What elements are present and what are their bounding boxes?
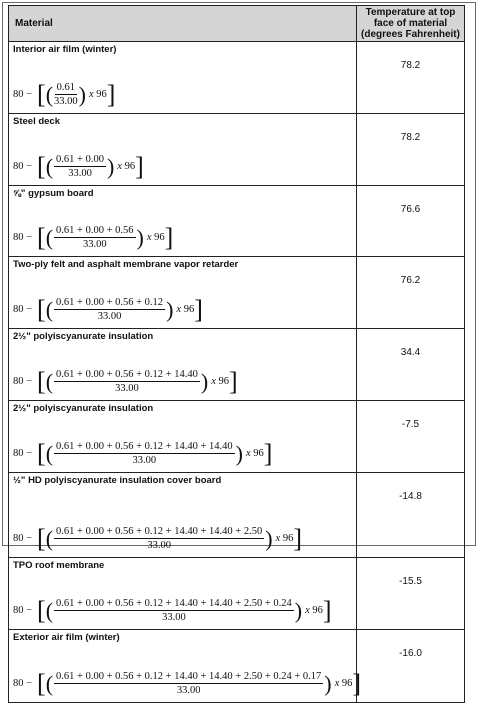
formula-fraction [54, 598, 294, 623]
material-cell [9, 42, 357, 114]
formula-denominator: 33.00 [54, 96, 78, 107]
formula-factor: 96 [312, 605, 323, 616]
table-row [9, 473, 465, 558]
temperature-formula [13, 79, 116, 109]
formula-multiplier [89, 89, 107, 100]
formula-lead: 80 − [13, 605, 33, 616]
formula-close-paren: ) [235, 440, 243, 466]
formula-denominator: 33.00 [115, 383, 139, 394]
formula-numerator: 0.61 + 0.00 [56, 154, 104, 165]
table-row [9, 186, 465, 257]
table-row [9, 630, 465, 703]
formula-close-bracket: ] [228, 366, 238, 396]
formula-open-bracket: [ [37, 79, 46, 109]
formula-open-paren: ( [45, 670, 54, 696]
formula-factor: 96 [96, 89, 107, 100]
formula-lead: 80 − [13, 89, 33, 100]
formula-multiplier [176, 304, 194, 315]
formula-fraction [54, 441, 235, 466]
temperature-value: -7.5 [357, 401, 465, 473]
formula-numerator: 0.61 + 0.00 + 0.56 [56, 225, 134, 236]
formula-multiplier [305, 605, 323, 616]
formula-numerator: 0.61 + 0.00 + 0.56 + 0.12 + 14.40 + 14.40 + 2.50 + 0.24 + 0.17 [56, 671, 322, 682]
formula-numerator: 0.61 + 0.00 + 0.56 + 0.12 + 14.40 + 14.40 + 2.50 [56, 526, 263, 537]
material-name: ½" HD polyiscyanurate insulation cover board [13, 475, 222, 486]
formula-lead: 80 − [13, 678, 33, 689]
formula-fraction [54, 154, 106, 179]
formula-close-bracket: ] [135, 151, 144, 181]
formula-fraction [54, 369, 200, 394]
formula-multiplier [147, 232, 165, 243]
table-row [9, 114, 465, 186]
temperature-value: 76.6 [357, 186, 465, 257]
formula-close-bracket: ] [352, 668, 362, 698]
formula-close-paren: ) [200, 368, 209, 394]
formula-times: x [334, 678, 340, 689]
temperature-value: 78.2 [357, 114, 465, 186]
formula-times: x [89, 89, 94, 100]
temperature-value: -14.8 [357, 473, 465, 558]
formula-open-bracket: [ [37, 366, 46, 396]
material-name: TPO roof membrane [13, 560, 105, 571]
formula-denominator: 33.00 [68, 168, 92, 179]
formula-numerator: 0.61 [56, 82, 76, 93]
temperature-gradient-table [8, 5, 465, 703]
formula-denominator: 33.00 [97, 311, 122, 322]
formula-fraction [54, 671, 323, 696]
formula-denominator: 33.00 [132, 455, 157, 466]
temperature-column-header: Temperature at top face of material (degrees Fahrenheit) [357, 6, 465, 42]
formula-fraction [54, 297, 165, 322]
formula-factor: 96 [341, 678, 353, 689]
formula-denominator: 33.00 [82, 239, 107, 250]
material-name: Two-ply felt and asphalt membrane vapor retarder [13, 259, 239, 270]
material-column-header: Material [9, 6, 357, 42]
material-name: 2½" polyiscyanurate insulation [13, 331, 154, 342]
table-row [9, 401, 465, 473]
formula-open-paren: ( [45, 153, 54, 179]
formula-factor: 96 [282, 533, 294, 544]
formula-open-bracket: [ [37, 668, 46, 698]
temperature-value: -15.5 [357, 558, 465, 630]
material-name: Steel deck [13, 116, 60, 127]
table-row [9, 42, 465, 114]
formula-lead: 80 − [13, 161, 33, 172]
formula-times: x [176, 304, 182, 315]
temperature-formula [13, 523, 302, 553]
formula-numerator: 0.61 + 0.00 + 0.56 + 0.12 + 14.40 [56, 369, 198, 380]
temperature-value: 78.2 [357, 42, 465, 114]
material-name: Exterior air film (winter) [13, 632, 120, 643]
formula-open-bracket: [ [37, 151, 46, 181]
table-header-row [9, 6, 465, 42]
material-name: ⅝" gypsum board [13, 188, 94, 199]
formula-times: x [305, 605, 310, 616]
formula-lead: 80 − [13, 448, 33, 459]
formula-factor: 96 [218, 376, 229, 387]
formula-open-paren: ( [45, 368, 54, 394]
material-name: Interior air film (winter) [13, 44, 117, 55]
formula-open-paren: ( [45, 597, 54, 623]
material-name: 2½" polyiscyanurate insulation [13, 403, 154, 414]
temperature-formula [13, 222, 174, 252]
material-cell [9, 257, 357, 329]
formula-close-bracket: ] [263, 438, 273, 468]
formula-close-paren: ) [78, 81, 86, 107]
formula-open-paren: ( [45, 224, 54, 250]
formula-lead: 80 − [13, 376, 33, 387]
formula-denominator: 33.00 [176, 685, 201, 696]
formula-open-paren: ( [45, 296, 54, 322]
material-cell [9, 473, 357, 558]
formula-times: x [117, 161, 122, 172]
material-cell [9, 401, 357, 473]
formula-close-paren: ) [136, 224, 144, 250]
formula-close-paren: ) [265, 525, 273, 551]
material-cell [9, 558, 357, 630]
formula-multiplier [335, 678, 353, 689]
formula-lead: 80 − [13, 232, 33, 243]
formula-lead: 80 − [13, 304, 33, 315]
formula-open-bracket: [ [37, 595, 46, 625]
formula-multiplier [276, 533, 294, 544]
formula-multiplier [246, 448, 264, 459]
temperature-value: 34.4 [357, 329, 465, 401]
temperature-formula [13, 151, 144, 181]
formula-close-paren: ) [166, 296, 174, 322]
formula-close-bracket: ] [194, 294, 203, 324]
formula-factor: 96 [154, 232, 165, 243]
formula-times: x [275, 533, 281, 544]
temperature-value: -16.0 [357, 630, 465, 703]
table-row [9, 329, 465, 401]
temperature-formula [13, 294, 203, 324]
formula-numerator: 0.61 + 0.00 + 0.56 + 0.12 + 14.40 + 14.40 + 2.50 + 0.24 [56, 598, 292, 609]
formula-times: x [211, 376, 216, 387]
table-row [9, 257, 465, 329]
formula-denominator: 33.00 [162, 612, 186, 623]
material-cell [9, 329, 357, 401]
formula-open-bracket: [ [37, 523, 46, 553]
temperature-formula [13, 595, 332, 625]
formula-factor: 96 [183, 304, 195, 315]
formula-numerator: 0.61 + 0.00 + 0.56 + 0.12 + 14.40 + 14.40 [56, 441, 233, 452]
formula-fraction [54, 225, 135, 250]
material-cell [9, 114, 357, 186]
formula-lead: 80 − [13, 533, 33, 544]
temperature-formula [13, 366, 238, 396]
formula-numerator: 0.61 + 0.00 + 0.56 + 0.12 [56, 297, 164, 308]
formula-open-paren: ( [45, 525, 54, 551]
formula-close-bracket: ] [106, 79, 116, 109]
formula-close-paren: ) [106, 153, 115, 179]
formula-close-paren: ) [324, 670, 332, 696]
formula-multiplier [117, 161, 135, 172]
formula-close-bracket: ] [322, 595, 332, 625]
table-row [9, 558, 465, 630]
formula-open-bracket: [ [37, 222, 46, 252]
formula-denominator: 33.00 [147, 540, 171, 551]
formula-close-bracket: ] [293, 523, 302, 553]
formula-factor: 96 [253, 448, 264, 459]
temperature-value: 76.2 [357, 257, 465, 329]
formula-fraction [54, 82, 78, 107]
formula-open-bracket: [ [37, 438, 46, 468]
formula-open-bracket: [ [37, 294, 46, 324]
formula-close-paren: ) [294, 597, 303, 623]
formula-fraction [54, 526, 264, 551]
formula-times: x [245, 448, 251, 459]
formula-open-paren: ( [45, 440, 54, 466]
temperature-formula [13, 668, 362, 698]
formula-factor: 96 [124, 161, 136, 172]
formula-times: x [146, 232, 152, 243]
formula-multiplier [211, 376, 229, 387]
temperature-formula [13, 438, 273, 468]
material-cell [9, 630, 362, 703]
material-cell [9, 186, 357, 257]
formula-close-bracket: ] [164, 222, 174, 252]
formula-open-paren: ( [45, 81, 54, 107]
